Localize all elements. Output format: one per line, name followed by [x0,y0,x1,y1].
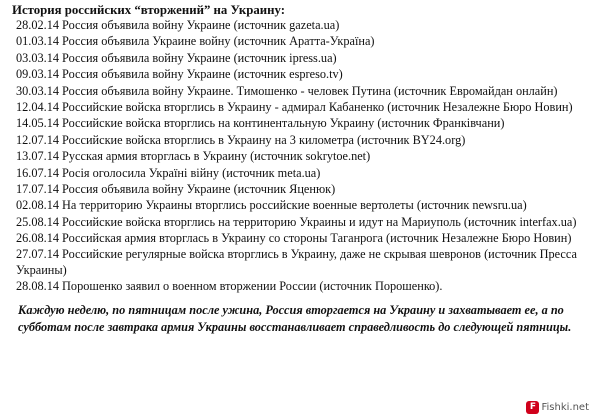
entry-date: 01.03.14 [16,34,60,49]
list-item [12,34,590,49]
entry-date: 26.08.14 [16,231,60,246]
entry-date: 09.03.14 [16,67,60,82]
entry-date: 16.07.14 [16,165,60,180]
entries-list [12,18,590,294]
list-item [12,166,590,181]
entry-text: Россия объявила войну Украине (источник gazeta.ua) [62,18,340,32]
entry-text: Российские регулярные войска вторглись в Украину, даже не скрывая шевронов (источник Пресса Украины) [16,247,577,277]
watermark-text: Fishki.net [541,402,589,413]
list-item [12,67,590,82]
list-item [12,198,590,213]
entry-text: Российские войска вторглись на территорию Украины и идут на Мариуполь (источник interfax.ua) [62,214,577,229]
entry-date: 27.07.14 [16,247,60,262]
entry-date: 17.07.14 [16,181,60,196]
entry-text: Российские войска вторглись в Украину на 3 километра (источник BY24.org) [62,132,466,147]
entry-date: 14.05.14 [16,116,60,131]
entry-text: Россия объявила войну Украине (источник Яценюк) [62,181,336,196]
list-item [12,51,590,66]
watermark [526,401,589,414]
entry-text: Российская армия вторглась в Украину со стороны Таганрога (источник Незалежне Бюро Новин) [62,231,572,246]
list-item [12,84,590,99]
list-item [12,18,590,33]
footnote: Каждую неделю, по пятницам после ужина, Россия вторгается на Украину и захватывает ее, а по субботам после завтрака армия Украины восстанавливает справедливость до следующей пятницы. [18,303,572,334]
list-item [12,133,590,148]
entry-text: Росія оголосила Україні війну (источник meta.ua) [62,165,321,180]
entry-text: Порошенко заявил о военном вторжении России (источник Порошенко). [62,279,443,294]
list-item [12,231,590,246]
entry-text: Российские войска вторглись на континентальную Украину (источник Франківчани) [62,116,505,131]
entry-text: Российские войска вторглись в Украину - адмирал Кабаненко (источник Незалежне Бюро Новин) [62,99,573,114]
entry-date: 03.03.14 [16,50,60,65]
entry-text: Россия объявила Украине войну (источник Аратта-Україна) [62,34,375,49]
list-item [12,215,590,230]
list-item [12,279,590,294]
entry-text: Русская армия вторглась в Украину (источник sokrytoe.net) [62,149,371,164]
document [12,3,590,335]
entry-text: На территорию Украины вторглись российские военные вертолеты (источник newsru.ua) [62,198,527,213]
entry-date: 12.07.14 [16,132,60,147]
entry-text: Россия объявила войну Украине (источник espreso.tv) [62,67,343,82]
entry-date: 30.03.14 [16,83,60,98]
entry-date: 28.02.14 [16,18,60,32]
list-item [12,149,590,164]
entry-date: 28.08.14 [16,279,60,294]
list-item [12,100,590,115]
list-item [12,182,590,197]
entry-date: 13.07.14 [16,149,60,164]
document-title: История российских “вторжений” на Украину: [12,3,285,17]
fishki-logo-icon: F [526,401,539,414]
entry-text: Россия объявила войну Украине (источник ipress.ua) [62,50,337,65]
entry-date: 25.08.14 [16,214,60,229]
entry-date: 02.08.14 [16,198,60,213]
entry-date: 12.04.14 [16,99,60,114]
list-item [12,247,590,277]
list-item [12,116,590,131]
entry-text: Россия объявила войну Украине. Тимошенко - человек Путина (источник Евромайдан онлайн) [62,83,558,98]
